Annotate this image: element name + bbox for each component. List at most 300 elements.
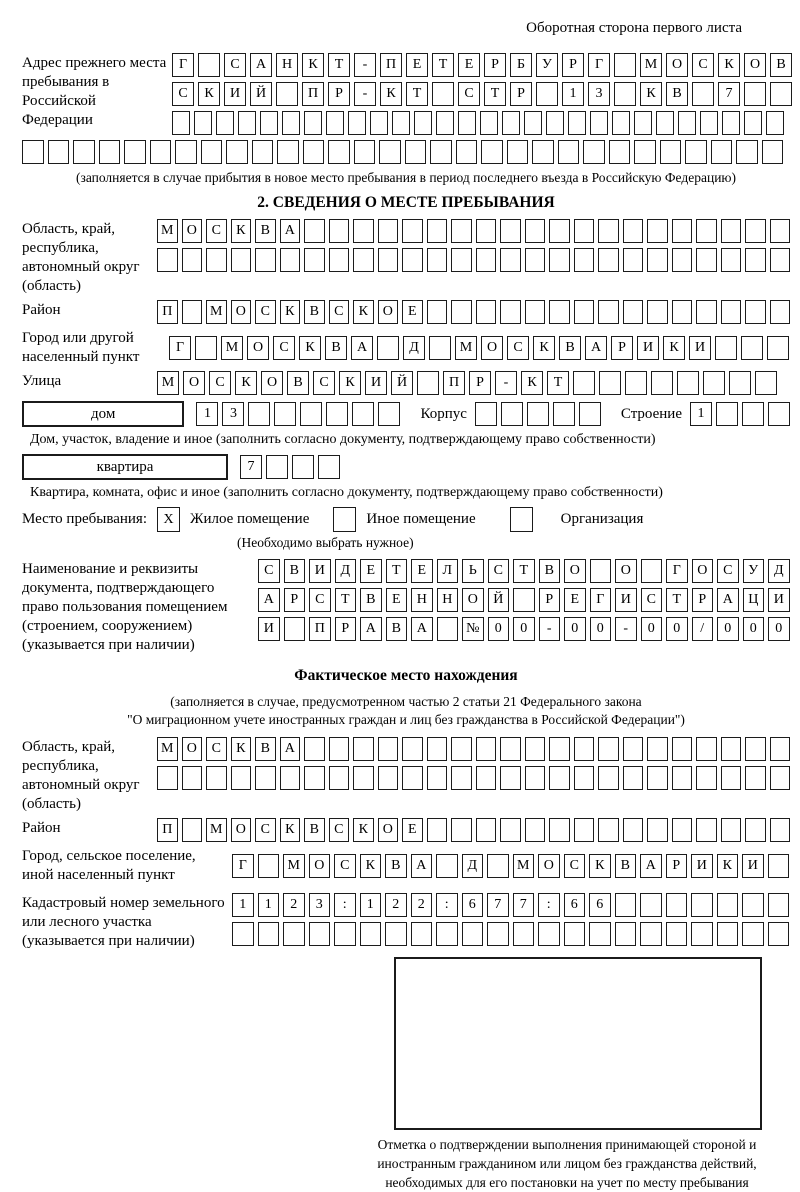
char-cell bbox=[481, 140, 503, 164]
char-cell: : bbox=[436, 893, 458, 917]
char-cell bbox=[700, 111, 718, 135]
char-cell: А bbox=[258, 588, 280, 612]
char-cell: О bbox=[538, 854, 560, 878]
prev-address-row-1 bbox=[172, 53, 792, 77]
char-cell bbox=[300, 402, 322, 426]
char-cell: - bbox=[495, 371, 517, 395]
char-cell: Т bbox=[432, 53, 454, 77]
char-cell: И bbox=[615, 588, 637, 612]
char-cell bbox=[721, 818, 742, 842]
char-cell bbox=[696, 737, 717, 761]
char-cell: М bbox=[640, 53, 662, 77]
char-cell bbox=[370, 111, 388, 135]
char-cell bbox=[590, 559, 612, 583]
char-cell bbox=[206, 248, 227, 272]
char-cell bbox=[647, 300, 668, 324]
house-caption: Дом, участок, владение и иное (заполнить согласно документу, подтверждающему право собственности) bbox=[30, 432, 656, 447]
char-cell bbox=[507, 140, 529, 164]
stamp-area bbox=[352, 957, 782, 1192]
char-cell: № bbox=[462, 617, 484, 641]
char-cell bbox=[480, 111, 498, 135]
char-cell bbox=[656, 111, 674, 135]
char-cell bbox=[696, 219, 717, 243]
apartment-label-box: квартира bbox=[22, 454, 228, 480]
char-cell: К bbox=[717, 854, 739, 878]
char-cell: 7 bbox=[513, 893, 535, 917]
char-cell: С bbox=[641, 588, 663, 612]
char-cell bbox=[500, 818, 521, 842]
char-cell: Е bbox=[406, 53, 428, 77]
char-cell bbox=[277, 140, 299, 164]
char-cell bbox=[157, 766, 178, 790]
char-cell: Й bbox=[250, 82, 272, 106]
char-cell bbox=[634, 111, 652, 135]
char-cell: 1 bbox=[562, 82, 584, 106]
char-cell bbox=[451, 737, 472, 761]
char-cell bbox=[711, 140, 733, 164]
char-cell bbox=[182, 766, 203, 790]
char-cell: С bbox=[507, 336, 529, 360]
char-cell: О bbox=[462, 588, 484, 612]
char-cell bbox=[476, 248, 497, 272]
char-cell: 3 bbox=[588, 82, 610, 106]
char-cell bbox=[672, 300, 693, 324]
char-cell: К bbox=[718, 53, 740, 77]
city-block bbox=[22, 328, 790, 367]
section2-title: 2. СВЕДЕНИЯ О МЕСТЕ ПРЕБЫВАНИЯ bbox=[257, 194, 555, 211]
street-row bbox=[157, 371, 790, 395]
char-cell bbox=[744, 111, 762, 135]
char-cell bbox=[476, 818, 497, 842]
char-cell bbox=[623, 737, 644, 761]
stay-type-label: Место пребывания: bbox=[22, 511, 147, 527]
char-cell bbox=[640, 922, 662, 946]
char-cell: У bbox=[536, 53, 558, 77]
char-cell: И bbox=[258, 617, 280, 641]
char-cell: К bbox=[353, 300, 374, 324]
char-cell: Ь bbox=[462, 559, 484, 583]
char-cell bbox=[334, 922, 356, 946]
region-row-1 bbox=[157, 219, 790, 243]
char-cell: О bbox=[183, 371, 205, 395]
char-cell bbox=[258, 854, 280, 878]
char-cell bbox=[402, 219, 423, 243]
char-cell bbox=[696, 248, 717, 272]
char-cell: А bbox=[411, 617, 433, 641]
char-cell: Р bbox=[328, 82, 350, 106]
char-cell bbox=[429, 336, 451, 360]
char-cell bbox=[266, 455, 288, 479]
char-cell bbox=[715, 336, 737, 360]
char-cell: : bbox=[538, 893, 560, 917]
char-cell bbox=[623, 818, 644, 842]
char-cell bbox=[625, 371, 647, 395]
char-cell bbox=[640, 893, 662, 917]
char-cell: С bbox=[206, 737, 227, 761]
char-cell: В bbox=[385, 854, 407, 878]
char-cell bbox=[647, 248, 668, 272]
fact-note-line2: "О миграционном учете иностранных граждан и лиц без гражданства в Российской Федерации") bbox=[127, 712, 685, 727]
char-cell bbox=[721, 300, 742, 324]
char-cell: Е bbox=[402, 818, 423, 842]
char-cell: О bbox=[378, 300, 399, 324]
char-cell bbox=[766, 111, 784, 135]
char-cell bbox=[451, 818, 472, 842]
char-cell bbox=[598, 248, 619, 272]
char-cell bbox=[574, 219, 595, 243]
char-cell: А bbox=[250, 53, 272, 77]
char-cell: А bbox=[280, 737, 301, 761]
char-cell bbox=[549, 818, 570, 842]
fact-city-block bbox=[22, 846, 790, 885]
char-cell bbox=[745, 737, 766, 761]
char-cell bbox=[402, 248, 423, 272]
char-cell bbox=[238, 111, 256, 135]
char-cell: Р bbox=[510, 82, 532, 106]
char-cell: В bbox=[770, 53, 792, 77]
char-cell bbox=[500, 248, 521, 272]
char-cell bbox=[598, 766, 619, 790]
char-cell bbox=[329, 737, 350, 761]
cadastre-row-2 bbox=[232, 922, 790, 946]
char-cell: Л bbox=[437, 559, 459, 583]
char-cell bbox=[436, 922, 458, 946]
char-cell: 0 bbox=[717, 617, 739, 641]
char-cell: С bbox=[488, 559, 510, 583]
char-cell bbox=[615, 922, 637, 946]
house-row bbox=[22, 401, 790, 427]
char-cell: Р bbox=[611, 336, 633, 360]
house-number-cells bbox=[196, 402, 400, 426]
char-cell bbox=[768, 893, 790, 917]
char-cell: П bbox=[443, 371, 465, 395]
char-cell: И bbox=[689, 336, 711, 360]
char-cell bbox=[538, 922, 560, 946]
char-cell: Г bbox=[169, 336, 191, 360]
char-cell bbox=[329, 219, 350, 243]
char-cell: Р bbox=[666, 854, 688, 878]
stay-type-note: (Необходимо выбрать нужное) bbox=[237, 535, 414, 550]
char-cell bbox=[216, 111, 234, 135]
char-cell bbox=[678, 111, 696, 135]
char-cell bbox=[451, 248, 472, 272]
char-cell: - bbox=[539, 617, 561, 641]
char-cell bbox=[525, 219, 546, 243]
char-cell bbox=[573, 371, 595, 395]
char-cell bbox=[762, 140, 784, 164]
char-cell: С bbox=[255, 818, 276, 842]
char-cell bbox=[770, 248, 791, 272]
char-cell: 0 bbox=[488, 617, 510, 641]
char-cell bbox=[524, 111, 542, 135]
char-cell: 6 bbox=[462, 893, 484, 917]
char-cell: - bbox=[615, 617, 637, 641]
cadastre-row-1 bbox=[232, 893, 790, 917]
char-cell: : bbox=[334, 893, 356, 917]
char-cell: А bbox=[717, 588, 739, 612]
char-cell: 1 bbox=[360, 893, 382, 917]
char-cell: Т bbox=[484, 82, 506, 106]
char-cell bbox=[672, 818, 693, 842]
char-cell bbox=[304, 219, 325, 243]
fact-district-block bbox=[22, 818, 790, 842]
char-cell: Р bbox=[335, 617, 357, 641]
char-cell bbox=[417, 371, 439, 395]
char-cell bbox=[274, 402, 296, 426]
char-cell bbox=[462, 922, 484, 946]
char-cell bbox=[549, 766, 570, 790]
char-cell: С bbox=[692, 53, 714, 77]
char-cell: 2 bbox=[283, 893, 305, 917]
char-cell bbox=[770, 737, 791, 761]
char-cell bbox=[500, 300, 521, 324]
prev-address-row-4 bbox=[22, 140, 790, 164]
char-cell bbox=[553, 402, 575, 426]
char-cell bbox=[378, 248, 399, 272]
char-cell bbox=[598, 219, 619, 243]
char-cell bbox=[583, 140, 605, 164]
char-cell bbox=[475, 402, 497, 426]
char-cell: П bbox=[302, 82, 324, 106]
char-cell: Д bbox=[462, 854, 484, 878]
char-cell bbox=[770, 219, 791, 243]
char-cell bbox=[579, 402, 601, 426]
char-cell bbox=[411, 922, 433, 946]
char-cell bbox=[666, 893, 688, 917]
char-cell: Т bbox=[335, 588, 357, 612]
char-cell: К bbox=[280, 818, 301, 842]
char-cell bbox=[768, 854, 790, 878]
char-cell bbox=[685, 140, 707, 164]
char-cell bbox=[427, 737, 448, 761]
char-cell bbox=[226, 140, 248, 164]
stay-type-option-residential-label: Жилое помещение bbox=[190, 511, 310, 527]
street-label: Улица bbox=[22, 373, 62, 389]
apartment-row bbox=[22, 454, 790, 480]
char-cell bbox=[378, 402, 400, 426]
char-cell: Д bbox=[403, 336, 425, 360]
char-cell: В bbox=[360, 588, 382, 612]
char-cell bbox=[303, 140, 325, 164]
char-cell bbox=[549, 248, 570, 272]
char-cell: Й bbox=[391, 371, 413, 395]
char-cell bbox=[157, 248, 178, 272]
char-cell: М bbox=[206, 818, 227, 842]
fact-note bbox=[22, 693, 790, 729]
fact-district-row bbox=[157, 818, 790, 842]
char-cell bbox=[745, 219, 766, 243]
char-cell bbox=[329, 766, 350, 790]
city-label: Город или другой населенный пункт bbox=[22, 330, 140, 365]
korpus-cells bbox=[475, 402, 601, 426]
char-cell bbox=[500, 219, 521, 243]
char-cell bbox=[427, 300, 448, 324]
char-cell bbox=[614, 82, 636, 106]
char-cell: В bbox=[284, 559, 306, 583]
char-cell bbox=[742, 402, 764, 426]
char-cell bbox=[378, 737, 399, 761]
char-cell bbox=[647, 737, 668, 761]
char-cell: А bbox=[640, 854, 662, 878]
char-cell: О bbox=[247, 336, 269, 360]
prev-address-block bbox=[22, 53, 790, 135]
char-cell bbox=[502, 111, 520, 135]
char-cell: В bbox=[304, 818, 325, 842]
char-cell: 0 bbox=[743, 617, 765, 641]
char-cell bbox=[742, 893, 764, 917]
char-cell bbox=[770, 818, 791, 842]
char-cell bbox=[73, 140, 95, 164]
char-cell: В bbox=[559, 336, 581, 360]
char-cell: С bbox=[209, 371, 231, 395]
char-cell: С bbox=[313, 371, 335, 395]
char-cell bbox=[651, 371, 673, 395]
char-cell bbox=[201, 140, 223, 164]
char-cell: К bbox=[339, 371, 361, 395]
char-cell: 7 bbox=[240, 455, 262, 479]
street-block bbox=[22, 371, 790, 395]
char-cell: 1 bbox=[196, 402, 218, 426]
char-cell bbox=[768, 402, 790, 426]
region-label: Область, край, республика, автономный округ (область) bbox=[22, 221, 140, 294]
char-cell: С bbox=[255, 300, 276, 324]
stay-type-option-other-label: Иное помещение bbox=[366, 511, 476, 527]
char-cell bbox=[729, 371, 751, 395]
fact-city-label: Город, сельское поселение, иной населенный пункт bbox=[22, 848, 196, 883]
char-cell bbox=[476, 766, 497, 790]
prev-address-row-2 bbox=[172, 82, 792, 106]
char-cell bbox=[99, 140, 121, 164]
char-cell: Р bbox=[539, 588, 561, 612]
char-cell bbox=[703, 371, 725, 395]
char-cell bbox=[427, 818, 448, 842]
char-cell: Н bbox=[276, 53, 298, 77]
char-cell bbox=[767, 336, 789, 360]
char-cell bbox=[292, 455, 314, 479]
char-cell bbox=[513, 922, 535, 946]
char-cell bbox=[546, 111, 564, 135]
char-cell: С bbox=[564, 854, 586, 878]
char-cell bbox=[402, 766, 423, 790]
char-cell: С bbox=[258, 559, 280, 583]
document-label: Наименование и реквизиты документа, подтверждающего право пользования помещением (строением, сооружением) (указывается при наличии) bbox=[22, 561, 228, 653]
char-cell bbox=[574, 300, 595, 324]
char-cell: И bbox=[768, 588, 790, 612]
char-cell bbox=[721, 248, 742, 272]
char-cell bbox=[717, 922, 739, 946]
stamp-box bbox=[394, 957, 762, 1130]
char-cell bbox=[304, 111, 322, 135]
char-cell: А bbox=[585, 336, 607, 360]
char-cell bbox=[677, 371, 699, 395]
char-cell bbox=[378, 219, 399, 243]
char-cell bbox=[745, 300, 766, 324]
char-cell: Г bbox=[588, 53, 610, 77]
char-cell: К bbox=[231, 219, 252, 243]
char-cell bbox=[252, 140, 274, 164]
char-cell: К bbox=[533, 336, 555, 360]
char-cell: Е bbox=[411, 559, 433, 583]
char-cell: - bbox=[354, 82, 376, 106]
char-cell: М bbox=[513, 854, 535, 878]
char-cell bbox=[427, 219, 448, 243]
char-cell bbox=[744, 82, 766, 106]
char-cell: Е bbox=[386, 588, 408, 612]
stroenie-cells bbox=[690, 402, 790, 426]
char-cell bbox=[696, 766, 717, 790]
char-cell: К bbox=[235, 371, 257, 395]
char-cell: О bbox=[231, 818, 252, 842]
char-cell: Р bbox=[692, 588, 714, 612]
char-cell bbox=[525, 248, 546, 272]
stamp-caption: Отметка о подтверждении выполнения принимающей стороной и иностранным гражданином или лицом без гражданства действий, необходимых для его постановки на учет по месту пребывания bbox=[377, 1137, 757, 1190]
char-cell: П bbox=[157, 818, 178, 842]
char-cell bbox=[672, 737, 693, 761]
char-cell: С bbox=[458, 82, 480, 106]
char-cell bbox=[536, 82, 558, 106]
char-cell bbox=[182, 818, 203, 842]
char-cell: 6 bbox=[564, 893, 586, 917]
char-cell: А bbox=[411, 854, 433, 878]
char-cell: 6 bbox=[589, 893, 611, 917]
char-cell bbox=[385, 922, 407, 946]
char-cell bbox=[414, 111, 432, 135]
char-cell bbox=[574, 818, 595, 842]
char-cell: 0 bbox=[641, 617, 663, 641]
char-cell bbox=[182, 300, 203, 324]
district-block bbox=[22, 300, 790, 324]
char-cell bbox=[599, 371, 621, 395]
char-cell: В bbox=[539, 559, 561, 583]
char-cell bbox=[456, 140, 478, 164]
char-cell: И bbox=[691, 854, 713, 878]
char-cell bbox=[745, 766, 766, 790]
char-cell: 7 bbox=[487, 893, 509, 917]
char-cell bbox=[328, 140, 350, 164]
char-cell bbox=[672, 248, 693, 272]
char-cell: Т bbox=[406, 82, 428, 106]
char-cell bbox=[284, 617, 306, 641]
char-cell bbox=[353, 766, 374, 790]
stay-type-checkbox-organization bbox=[510, 507, 533, 532]
char-cell: В bbox=[325, 336, 347, 360]
fact-region-row-1 bbox=[157, 737, 790, 761]
char-cell: К bbox=[360, 854, 382, 878]
char-cell bbox=[721, 219, 742, 243]
char-cell bbox=[282, 111, 300, 135]
char-cell bbox=[437, 617, 459, 641]
char-cell bbox=[623, 219, 644, 243]
char-cell: И bbox=[742, 854, 764, 878]
char-cell: М bbox=[455, 336, 477, 360]
char-cell bbox=[432, 82, 454, 106]
char-cell bbox=[741, 336, 763, 360]
char-cell: В bbox=[255, 737, 276, 761]
char-cell: Г bbox=[590, 588, 612, 612]
char-cell bbox=[248, 402, 270, 426]
char-cell: Т bbox=[547, 371, 569, 395]
char-cell: Т bbox=[513, 559, 535, 583]
char-cell bbox=[696, 300, 717, 324]
char-cell: О bbox=[309, 854, 331, 878]
char-cell: К bbox=[198, 82, 220, 106]
char-cell bbox=[589, 922, 611, 946]
char-cell: С bbox=[224, 53, 246, 77]
char-cell: И bbox=[365, 371, 387, 395]
char-cell bbox=[451, 219, 472, 243]
char-cell bbox=[352, 402, 374, 426]
char-cell bbox=[525, 737, 546, 761]
